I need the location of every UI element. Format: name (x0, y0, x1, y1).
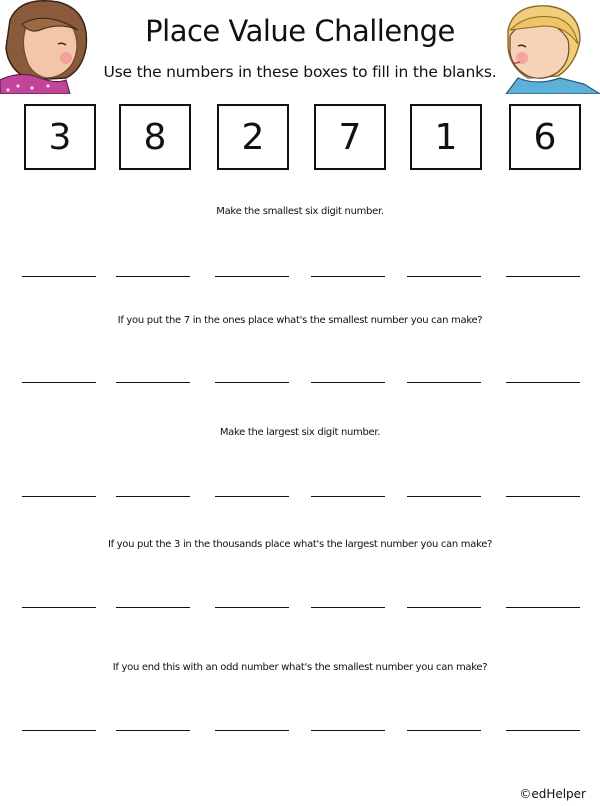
answer-blank[interactable] (22, 276, 96, 277)
answer-blank[interactable] (311, 730, 385, 731)
digit-box: 7 (314, 104, 386, 170)
question-2: If you put the 7 in the ones place what's the smallest number you can make? (117, 315, 483, 326)
copyright-notice: ©edHelper (519, 787, 586, 801)
question-4: If you put the 3 in the thousands place what's the largest number you can make? (107, 539, 493, 550)
answer-blank[interactable] (407, 496, 481, 497)
answer-blank[interactable] (506, 607, 580, 608)
answer-blank[interactable] (506, 276, 580, 277)
answer-blank[interactable] (116, 496, 190, 497)
answer-blank[interactable] (407, 730, 481, 731)
answer-blank[interactable] (215, 382, 289, 383)
digit-box: 6 (509, 104, 581, 170)
answer-blank[interactable] (22, 607, 96, 608)
question-3: Make the largest six digit number. (219, 427, 381, 438)
answer-blank[interactable] (506, 382, 580, 383)
answer-blank[interactable] (22, 382, 96, 383)
answer-blank[interactable] (22, 730, 96, 731)
answer-blank[interactable] (116, 382, 190, 383)
answer-blank[interactable] (407, 382, 481, 383)
answer-blank[interactable] (311, 276, 385, 277)
answer-blank[interactable] (506, 730, 580, 731)
worksheet-instructions: Use the numbers in these boxes to fill in the blanks. (103, 63, 497, 81)
worksheet-title: Place Value Challenge (145, 14, 455, 48)
digit-box: 1 (410, 104, 482, 170)
answer-blank[interactable] (215, 496, 289, 497)
answer-blank[interactable] (311, 607, 385, 608)
answer-blank[interactable] (215, 730, 289, 731)
answer-blank[interactable] (215, 276, 289, 277)
answer-blank[interactable] (506, 496, 580, 497)
answer-blank[interactable] (116, 607, 190, 608)
digit-box: 2 (217, 104, 289, 170)
question-1: Make the smallest six digit number. (216, 206, 384, 217)
question-5: If you end this with an odd number what's the smallest number you can make? (112, 662, 488, 673)
answer-blank[interactable] (311, 382, 385, 383)
digit-box: 8 (119, 104, 191, 170)
answer-blank[interactable] (116, 276, 190, 277)
answer-blank[interactable] (407, 276, 481, 277)
answer-blank[interactable] (311, 496, 385, 497)
answer-blank[interactable] (215, 607, 289, 608)
answer-blank[interactable] (116, 730, 190, 731)
answer-blank[interactable] (407, 607, 481, 608)
digit-box: 3 (24, 104, 96, 170)
answer-blank[interactable] (22, 496, 96, 497)
